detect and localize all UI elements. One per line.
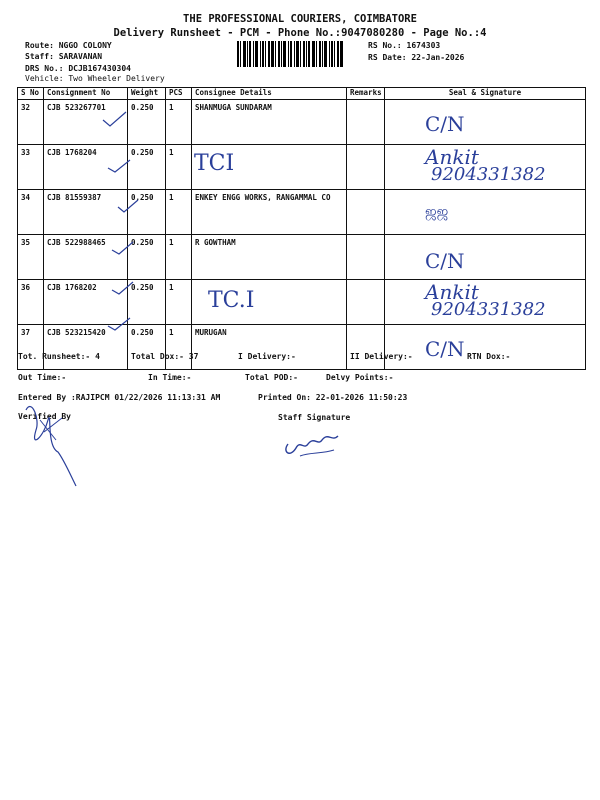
row-consignment: CJB 1768202 bbox=[44, 280, 128, 325]
verifier-signature bbox=[26, 407, 76, 486]
row-sno: 34 bbox=[18, 190, 44, 235]
handwritten-signature: C/N bbox=[425, 112, 465, 136]
col-signature: Seal & Signature bbox=[385, 88, 586, 100]
handwritten-phone: 9204331382 bbox=[431, 299, 546, 320]
row-consignment: CJB 1768204 bbox=[44, 145, 128, 190]
handwritten-phone: 9204331382 bbox=[431, 164, 546, 185]
col-weight: Weight bbox=[128, 88, 166, 100]
row-consignee: R GOWTHAM bbox=[192, 235, 347, 280]
row-consignment: CJB 523267701 bbox=[44, 100, 128, 145]
row-pcs: 1 bbox=[166, 325, 192, 370]
col-remarks: Remarks bbox=[347, 88, 385, 100]
row-weight: 0.250 bbox=[128, 100, 166, 145]
col-pcs: PCS bbox=[166, 88, 192, 100]
handwritten-note: TCI bbox=[194, 151, 235, 176]
ii-delivery: II Delivery:- bbox=[350, 352, 413, 361]
staff-signature-underline bbox=[300, 450, 334, 456]
staff-label: Staff: SARAVANAN bbox=[25, 52, 103, 61]
row-consignment: CJB 81559387 bbox=[44, 190, 128, 235]
row-sno: 35 bbox=[18, 235, 44, 280]
col-consignment: Consignment No bbox=[44, 88, 128, 100]
row-pcs: 1 bbox=[166, 100, 192, 145]
row-weight: 0.250 bbox=[128, 280, 166, 325]
out-time: Out Time:- bbox=[18, 373, 67, 382]
row-pcs: 1 bbox=[166, 145, 192, 190]
row-weight: 0.250 bbox=[128, 145, 166, 190]
row-consignee: MURUGAN bbox=[192, 325, 347, 370]
handwritten-signature: ஜஜ bbox=[425, 204, 449, 220]
delvy-points: Delvy Points:- bbox=[326, 373, 394, 382]
tot-runsheet: Tot. Runsheet:- 4 bbox=[18, 352, 100, 361]
row-consignee: ENKEY ENGG WORKS, RANGAMMAL CO bbox=[192, 190, 347, 235]
row-consignee: SHANMUGA SUNDARAM bbox=[192, 100, 347, 145]
staff-signature-label: Staff Signature bbox=[278, 413, 351, 422]
row-pcs: 1 bbox=[166, 280, 192, 325]
row-pcs: 1 bbox=[166, 190, 192, 235]
row-consignment: CJB 522988465 bbox=[44, 235, 128, 280]
col-sno: S No bbox=[18, 88, 44, 100]
printed-on: Printed On: 22-01-2026 11:50:23 bbox=[258, 393, 408, 402]
handwritten-signature: Ankit bbox=[425, 280, 479, 304]
handwritten-signature: C/N bbox=[425, 249, 465, 273]
handwritten-signature: C/N bbox=[425, 337, 465, 361]
row-sno: 33 bbox=[18, 145, 44, 190]
runsheet-subtitle: Delivery Runsheet - PCM - Phone No.:9047080280 - Page No.:4 bbox=[113, 27, 487, 39]
rs-number: RS No.: 1674303 bbox=[368, 41, 441, 50]
row-pcs: 1 bbox=[166, 235, 192, 280]
total-pod: Total POD:- bbox=[245, 373, 298, 382]
verified-by: Verified By bbox=[18, 412, 71, 421]
handwritten-signature: Ankit bbox=[425, 145, 479, 169]
col-consignee: Consignee Details bbox=[192, 88, 347, 100]
handwritten-note: TC.I bbox=[208, 288, 255, 313]
entered-by: Entered By :RAJIPCM 01/22/2026 11:13:31 AM bbox=[18, 393, 221, 402]
in-time: In Time:- bbox=[148, 373, 192, 382]
row-weight: 0.250 bbox=[128, 325, 166, 370]
row-sno: 37 bbox=[18, 325, 44, 370]
row-sno: 36 bbox=[18, 280, 44, 325]
vehicle-label: Vehicle: Two Wheeler Delivery bbox=[25, 74, 165, 83]
route-label: Route: NGGO COLONY bbox=[25, 41, 112, 50]
row-consignment: CJB 523215420 bbox=[44, 325, 128, 370]
drs-number: DRS No.: DCJB167430304 bbox=[25, 64, 131, 73]
company-title: THE PROFESSIONAL COURIERS, COIMBATORE bbox=[183, 13, 417, 25]
row-sno: 32 bbox=[18, 100, 44, 145]
rtn-dox: RTN Dox:- bbox=[467, 352, 511, 361]
row-weight: 0.250 bbox=[128, 190, 166, 235]
row-weight: 0.250 bbox=[128, 235, 166, 280]
total-dox: Total Dox:- 37 bbox=[131, 352, 199, 361]
rs-date: RS Date: 22-Jan-2026 bbox=[368, 53, 465, 62]
i-delivery: I Delivery:- bbox=[238, 352, 296, 361]
